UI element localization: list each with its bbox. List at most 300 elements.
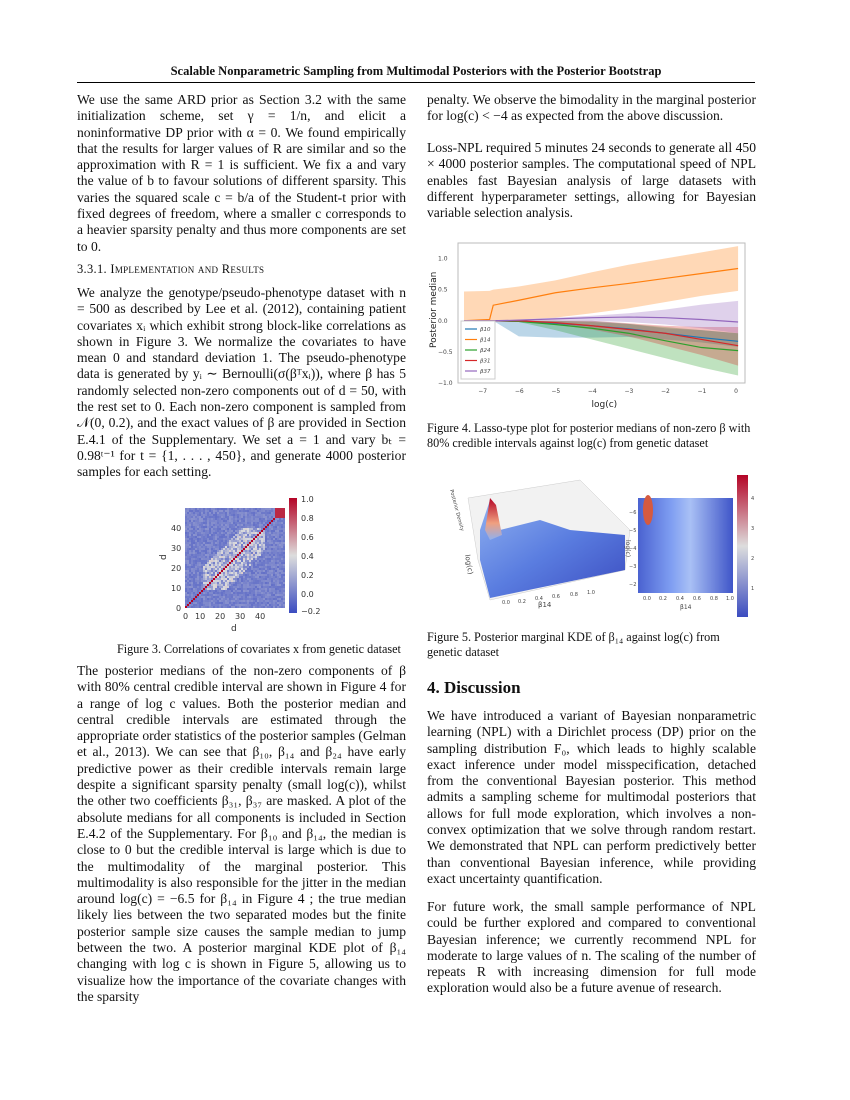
heatmap-cell [193, 600, 195, 602]
heatmap-cell [249, 580, 251, 582]
heatmap-cell [271, 516, 273, 518]
heatmap-cell [273, 576, 275, 578]
heatmap-cell [237, 576, 239, 578]
heatmap-cell [251, 550, 253, 552]
heatmap-cell [269, 584, 271, 586]
heatmap-cell [199, 574, 201, 576]
heatmap-cell [275, 518, 277, 520]
heatmap-cell [227, 570, 229, 572]
heatmap-cell [269, 592, 271, 594]
heatmap-cell [257, 518, 259, 520]
heatmap-cell [239, 572, 241, 574]
heatmap-cell [227, 600, 229, 602]
heatmap-cell [233, 548, 235, 550]
heatmap-cell [243, 576, 245, 578]
heatmap-cell [239, 564, 241, 566]
heatmap-cell [191, 550, 193, 552]
heatmap-cell [229, 584, 231, 586]
heatmap-cell [257, 536, 259, 538]
heatmap-cell [231, 590, 233, 592]
heatmap-cell [265, 594, 267, 596]
heatmap-cell [283, 526, 285, 528]
heatmap-cell [273, 582, 275, 584]
heatmap-cell [197, 598, 199, 600]
heatmap-cell [221, 602, 223, 604]
heatmap-cell [237, 558, 239, 560]
heatmap-cell [219, 528, 221, 530]
heatmap-cell [223, 558, 225, 560]
heatmap-cell [233, 588, 235, 590]
heatmap-cell [249, 536, 251, 538]
heatmap-cell [221, 564, 223, 566]
heatmap-cell [187, 568, 189, 570]
heatmap-cell [217, 604, 219, 606]
heatmap-cell [205, 590, 207, 592]
heatmap-cell [205, 594, 207, 596]
heatmap-cell [223, 604, 225, 606]
heatmap-cell [237, 536, 239, 538]
heatmap-cell [187, 554, 189, 556]
heatmap-cell [279, 582, 281, 584]
heatmap-cell [233, 582, 235, 584]
heatmap-cell [223, 586, 225, 588]
heatmap-cell [281, 594, 283, 596]
heatmap-cell [265, 520, 267, 522]
heatmap-cell [245, 560, 247, 562]
x-tick: 30 [235, 612, 246, 621]
heatmap-cell [187, 552, 189, 554]
heatmap-cell [237, 524, 239, 526]
heatmap-cell [211, 566, 213, 568]
heatmap-cell [271, 546, 273, 548]
heatmap-cell [277, 566, 279, 568]
heatmap-cell [221, 518, 223, 520]
heatmap-cell [187, 594, 189, 596]
heatmap-cell [247, 590, 249, 592]
heatmap-cell [253, 546, 255, 548]
heatmap-cell [239, 546, 241, 548]
heatmap-cell [207, 538, 209, 540]
heatmap-cell [241, 532, 243, 534]
heatmap-cell [281, 568, 283, 570]
heatmap-cell [217, 544, 219, 546]
heatmap-cell [273, 590, 275, 592]
heatmap-cell [189, 562, 191, 564]
heatmap-cell [201, 582, 203, 584]
heatmap-cell [193, 586, 195, 588]
heatmap-cell [275, 548, 277, 550]
heatmap-cell [275, 570, 277, 572]
heatmap-cell [271, 588, 273, 590]
heatmap-cell [229, 564, 231, 566]
legend-label: β24 [480, 348, 491, 354]
heatmap-cell [275, 524, 277, 526]
heatmap-cell [231, 592, 233, 594]
heatmap-cell [241, 568, 243, 570]
heatmap-cell [283, 590, 285, 592]
heatmap-cell [283, 582, 285, 584]
heatmap-cell [267, 536, 269, 538]
heatmap-cell [271, 576, 273, 578]
heatmap-cell [209, 602, 211, 604]
heatmap-cell [251, 520, 253, 522]
heatmap-cell [255, 548, 257, 550]
heatmap-cell [225, 530, 227, 532]
heatmap-cell [223, 516, 225, 518]
heatmap-cell [221, 606, 223, 608]
heatmap-cell [237, 604, 239, 606]
heatmap-cell [243, 558, 245, 560]
heatmap-cell [247, 510, 249, 512]
heatmap-cell [227, 552, 229, 554]
heatmap-cell [281, 526, 283, 528]
heatmap-cell [241, 552, 243, 554]
heatmap-cell [187, 556, 189, 558]
heatmap-cell [243, 602, 245, 604]
heatmap-cell [213, 512, 215, 514]
heatmap-cell [215, 572, 217, 574]
heatmap-cell [227, 526, 229, 528]
heatmap-cell [199, 542, 201, 544]
heatmap-cell [273, 520, 275, 522]
heatmap-cell [207, 542, 209, 544]
heatmap-cell [283, 564, 285, 566]
heatmap-cell [241, 528, 243, 530]
heatmap-cell [185, 558, 187, 560]
heatmap-cell [237, 580, 239, 582]
heatmap-cell [281, 508, 283, 510]
heatmap-cell [229, 518, 231, 520]
heatmap-cell [273, 568, 275, 570]
heatmap-cell [193, 582, 195, 584]
heatmap-cell [259, 606, 261, 608]
heatmap-cell [217, 518, 219, 520]
heatmap-cell [259, 566, 261, 568]
heatmap-cell [191, 518, 193, 520]
heatmap-cell [205, 588, 207, 590]
heatmap-cell [217, 580, 219, 582]
heatmap-cell [251, 596, 253, 598]
heatmap-cell [229, 530, 231, 532]
heatmap-cell [197, 518, 199, 520]
heatmap-cell [195, 558, 197, 560]
heatmap-cell [197, 604, 199, 606]
heatmap-cell [245, 526, 247, 528]
heatmap-cell [199, 590, 201, 592]
cbar-tick: 0.4 [301, 552, 314, 561]
heatmap-cell [221, 534, 223, 536]
heatmap-cell [249, 600, 251, 602]
heatmap-cell [279, 508, 281, 510]
heatmap-cell [279, 594, 281, 596]
heatmap-cell [281, 516, 283, 518]
heatmap-cell [279, 574, 281, 576]
heatmap-cell [203, 588, 205, 590]
heatmap-cell [235, 522, 237, 524]
heatmap-cell [249, 568, 251, 570]
heatmap-cell [249, 532, 251, 534]
heatmap-cell [203, 540, 205, 542]
heatmap-cell [227, 588, 229, 590]
heatmap-cell [267, 600, 269, 602]
heatmap-cell [271, 570, 273, 572]
heatmap-cell [223, 570, 225, 572]
heatmap-cell [275, 560, 277, 562]
heatmap-cell [233, 510, 235, 512]
heatmap-cell [201, 550, 203, 552]
heatmap-cell [223, 606, 225, 608]
heatmap-cell [209, 534, 211, 536]
heatmap-cell [217, 582, 219, 584]
heatmap-cell [253, 532, 255, 534]
heatmap-cell [239, 600, 241, 602]
heatmap-cell [271, 604, 273, 606]
heatmap-cell [185, 574, 187, 576]
heatmap-cell [283, 586, 285, 588]
heatmap-cell [261, 568, 263, 570]
heatmap-cell [217, 594, 219, 596]
heatmap-cell [227, 520, 229, 522]
heatmap-cell [233, 576, 235, 578]
heatmap-cell [193, 530, 195, 532]
heatmap-cell [235, 568, 237, 570]
heatmap-cell [219, 602, 221, 604]
heatmap-cell [275, 520, 277, 522]
heatmap-cell [281, 548, 283, 550]
heatmap-cell [201, 536, 203, 538]
heatmap-cell [205, 532, 207, 534]
heatmap-cell [267, 528, 269, 530]
heatmap-cell [225, 554, 227, 556]
heatmap-cell [267, 564, 269, 566]
heatmap-cell [213, 578, 215, 580]
heatmap-cell [221, 514, 223, 516]
heatmap-cell [213, 582, 215, 584]
heatmap-cell [199, 598, 201, 600]
heatmap-cell [205, 516, 207, 518]
heatmap-cell [205, 538, 207, 540]
heatmap-cell [231, 520, 233, 522]
heatmap-cell [185, 526, 187, 528]
heatmap-cell [221, 526, 223, 528]
heatmap-cell [215, 508, 217, 510]
heatmap-cell [235, 516, 237, 518]
heatmap-cell [213, 548, 215, 550]
heatmap-cell [257, 602, 259, 604]
heatmap-cell [249, 526, 251, 528]
heatmap-cell [231, 588, 233, 590]
heatmap-cell [265, 550, 267, 552]
heatmap-cell [279, 516, 281, 518]
heatmap-cell [235, 606, 237, 608]
heatmap-cell [283, 544, 285, 546]
heatmap-cell [201, 526, 203, 528]
heatmap-cell [203, 532, 205, 534]
heatmap-cell [235, 566, 237, 568]
heatmap-cell [195, 540, 197, 542]
heatmap-cell [227, 574, 229, 576]
heatmap-cell [221, 570, 223, 572]
heatmap-cell [253, 598, 255, 600]
heatmap-cell [189, 534, 191, 536]
heatmap-cell [201, 600, 203, 602]
heatmap-cell [239, 582, 241, 584]
heatmap-cell [223, 552, 225, 554]
heatmap-cell [257, 528, 259, 530]
heatmap-cell [207, 572, 209, 574]
heatmap-cell [207, 588, 209, 590]
heatmap-cell [261, 540, 263, 542]
heatmap-cell [243, 508, 245, 510]
heatmap-cell [203, 514, 205, 516]
heatmap-cell [185, 510, 187, 512]
heatmap-cell [267, 570, 269, 572]
heatmap-cell [255, 580, 257, 582]
heatmap-cell [245, 558, 247, 560]
heatmap-cell [239, 518, 241, 520]
x-tick: 0.0 [502, 600, 510, 606]
heatmap-cell [267, 592, 269, 594]
heatmap-cell [187, 544, 189, 546]
heatmap-cell [251, 512, 253, 514]
heatmap-cell [195, 554, 197, 556]
heatmap-cell [209, 546, 211, 548]
heatmap-cell [277, 574, 279, 576]
heatmap-cell [263, 588, 265, 590]
heatmap-cell [209, 598, 211, 600]
x-tick: 1.0 [587, 590, 595, 596]
heatmap-cell [189, 522, 191, 524]
heatmap-cell [215, 514, 217, 516]
heatmap-cell [213, 566, 215, 568]
heatmap-cell [209, 552, 211, 554]
heatmap-cell [275, 528, 277, 530]
heatmap-cell [259, 590, 261, 592]
heatmap-cell [233, 536, 235, 538]
heatmap-cell [199, 514, 201, 516]
heatmap-cell [219, 570, 221, 572]
legend-label: β14 [480, 337, 491, 344]
heatmap-cell [231, 552, 233, 554]
heatmap-cell [205, 574, 207, 576]
heatmap-cell [201, 544, 203, 546]
heatmap-cell [251, 586, 253, 588]
heatmap-cell [241, 546, 243, 548]
heatmap-cell [211, 554, 213, 556]
heatmap-cell [213, 590, 215, 592]
heatmap-cell [185, 554, 187, 556]
heatmap-cell [221, 554, 223, 556]
heatmap-cell [187, 524, 189, 526]
heatmap-cell [269, 510, 271, 512]
heatmap-cell [205, 568, 207, 570]
heatmap-cell [189, 606, 191, 608]
heatmap-cell [263, 566, 265, 568]
heatmap-cell [193, 594, 195, 596]
heatmap-cell [211, 560, 213, 562]
heatmap-cell [251, 606, 253, 608]
heatmap-cell [243, 588, 245, 590]
heatmap-cell [213, 606, 215, 608]
heatmap-cell [235, 596, 237, 598]
heatmap-cell [211, 596, 213, 598]
heatmap-cell [227, 596, 229, 598]
heatmap-cell [233, 598, 235, 600]
heatmap-cell [249, 520, 251, 522]
heatmap-cell [199, 540, 201, 542]
heatmap-cell [275, 606, 277, 608]
heatmap-cell [223, 564, 225, 566]
heatmap-cell [235, 558, 237, 560]
heatmap-cell [211, 524, 213, 526]
heatmap-cell [243, 534, 245, 536]
heatmap-cell [257, 580, 259, 582]
heatmap-cell [241, 586, 243, 588]
heatmap-cell [253, 518, 255, 520]
heatmap-cell [209, 548, 211, 550]
heatmap-cell [199, 562, 201, 564]
heatmap-cell [203, 580, 205, 582]
heatmap-cell [247, 554, 249, 556]
heatmap-cell [227, 586, 229, 588]
heatmap-cell [221, 598, 223, 600]
heatmap-cell [257, 556, 259, 558]
heatmap-cell [279, 558, 281, 560]
heatmap-cell [243, 582, 245, 584]
heatmap-cell [219, 590, 221, 592]
heatmap-cell [273, 532, 275, 534]
heatmap-cell [243, 606, 245, 608]
heatmap-cell [211, 594, 213, 596]
heatmap-cell [239, 576, 241, 578]
heatmap-cell [235, 550, 237, 552]
heatmap-cell [245, 534, 247, 536]
heatmap-cell [211, 514, 213, 516]
heatmap-cell [225, 570, 227, 572]
heatmap-cell [251, 570, 253, 572]
heatmap-cell [283, 508, 285, 510]
heatmap-cell [269, 602, 271, 604]
heatmap-cell [243, 600, 245, 602]
heatmap-cell [233, 540, 235, 542]
heatmap-cell [211, 570, 213, 572]
heatmap-cell [255, 602, 257, 604]
heatmap-cell [271, 556, 273, 558]
x-tick: 0.8 [570, 592, 578, 598]
heatmap-cell [263, 606, 265, 608]
heatmap-cell [219, 522, 221, 524]
heatmap-cell [267, 548, 269, 550]
heatmap-cell [231, 606, 233, 608]
heatmap-cell [247, 518, 249, 520]
heatmap-cell [201, 560, 203, 562]
heatmap-cell [197, 594, 199, 596]
heatmap-cell [227, 560, 229, 562]
heatmap-cell [243, 578, 245, 580]
heatmap-cell [237, 522, 239, 524]
heatmap-cell [229, 532, 231, 534]
section-heading: 3.3.1. Implementation and Results [77, 262, 265, 276]
heatmap-cell [191, 508, 193, 510]
heatmap-cell [205, 524, 207, 526]
heatmap-cell [195, 512, 197, 514]
heatmap-cell [189, 544, 191, 546]
heatmap-cell [233, 572, 235, 574]
heatmap-cell [207, 512, 209, 514]
heatmap-cell [203, 604, 205, 606]
heatmap-cell [219, 598, 221, 600]
heatmap-cell [261, 532, 263, 534]
